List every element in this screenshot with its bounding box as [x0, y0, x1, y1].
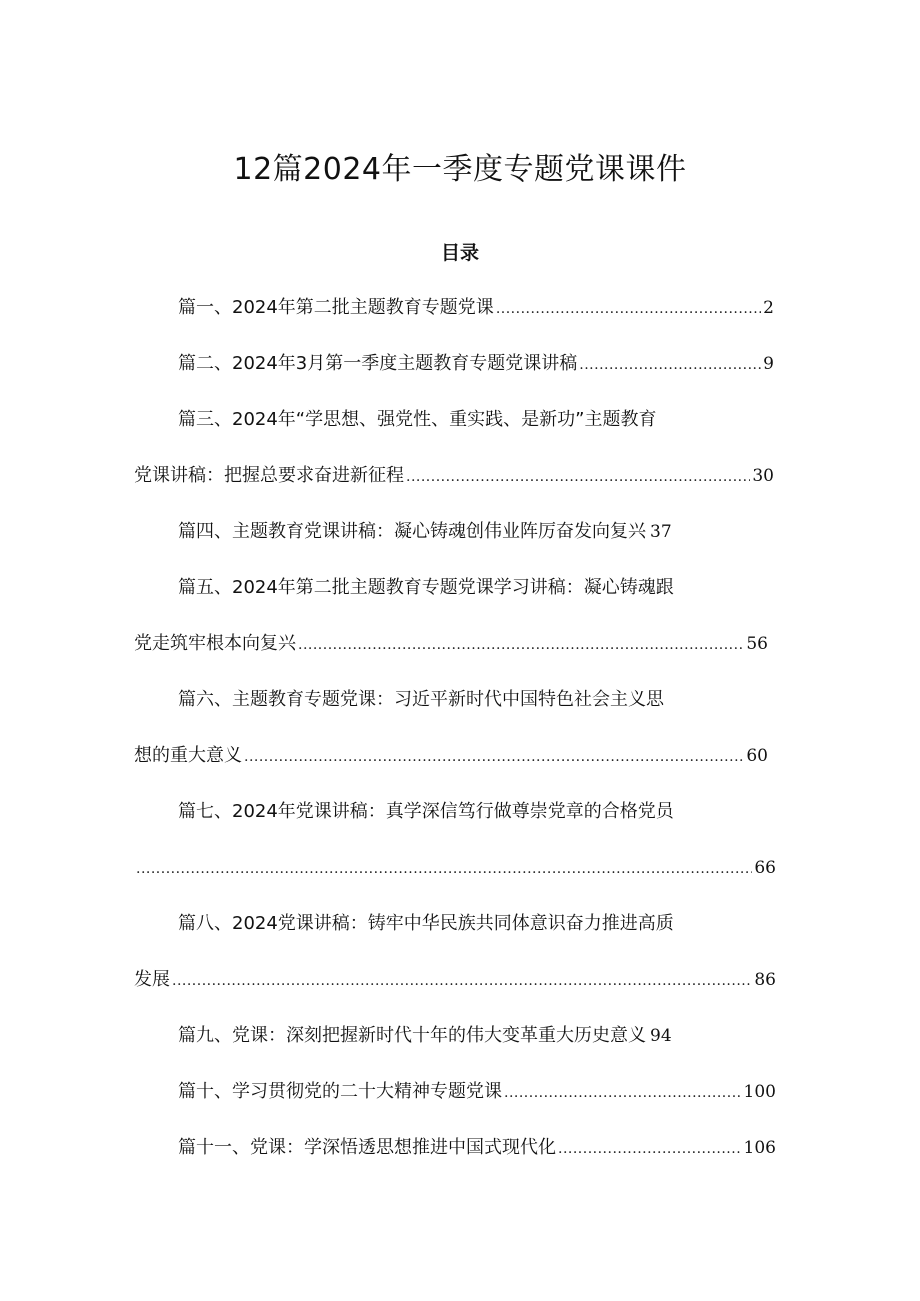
toc-entry-6-continued[interactable]	[134, 742, 768, 771]
toc-entry-title: 篇六、主题教育专题党课：习近平新时代中国特色社会主义思	[178, 689, 664, 710]
toc-entry-title: 篇二、2024年3月第一季度主题教育专题党课讲稿	[178, 353, 578, 374]
toc-leader-dots	[298, 631, 744, 659]
toc-entry-title: 篇一、2024年第二批主题教育专题党课	[178, 297, 494, 318]
toc-page-number: 66	[754, 858, 776, 878]
toc-page-number: 60	[746, 746, 768, 766]
toc-page-number: 56	[746, 634, 768, 654]
toc-entry-10[interactable]	[178, 1078, 776, 1107]
toc-entry-title-cont: 党课讲稿：把握总要求奋进新征程	[134, 465, 404, 486]
toc-leader-dots	[558, 1135, 742, 1163]
toc-page-number: 100	[743, 1082, 776, 1102]
toc-page-number: 86	[754, 970, 776, 990]
toc-entry-7[interactable]	[178, 798, 738, 826]
toc-entry-4[interactable]	[178, 518, 778, 546]
document-title: 12篇2024年一季度专题党课课件	[233, 152, 687, 187]
toc-entry-8-continued[interactable]	[134, 966, 776, 995]
toc-entry-5[interactable]	[178, 574, 738, 602]
toc-entry-title: 篇七、2024年党课讲稿：真学深信笃行做尊崇党章的合格党员	[178, 801, 674, 822]
toc-leader-dots	[136, 855, 752, 883]
toc-leader-dots	[504, 1079, 742, 1107]
toc-entry-9[interactable]	[178, 1022, 778, 1050]
toc-entry-3-continued[interactable]	[134, 462, 774, 491]
toc-page-number: 106	[743, 1138, 776, 1158]
toc-entry-title: 篇四、主题教育党课讲稿：凝心铸魂创伟业阵厉奋发向复兴	[178, 521, 646, 542]
toc-entry-3[interactable]	[178, 406, 738, 434]
toc-leader-dots	[172, 967, 752, 995]
toc-page-number: 9	[763, 354, 774, 374]
toc-entry-1[interactable]	[178, 294, 774, 323]
toc-entry-title: 篇八、2024党课讲稿：铸牢中华民族共同体意识奋力推进高质	[178, 913, 674, 934]
toc-entry-title: 篇十一、党课：学深悟透思想推进中国式现代化	[178, 1137, 556, 1158]
toc-entry-title: 篇九、党课：深刻把握新时代十年的伟大变革重大历史意义	[178, 1025, 646, 1046]
toc-page-number: 2	[763, 298, 774, 318]
toc-entry-8[interactable]	[178, 910, 738, 938]
toc-entry-2[interactable]	[178, 350, 774, 379]
toc-leader-dots	[496, 295, 761, 323]
toc-heading: 目录	[440, 242, 479, 264]
toc-entry-5-continued[interactable]	[134, 630, 768, 659]
toc-leader-dots	[406, 463, 750, 491]
toc-entry-title-cont: 想的重大意义	[134, 745, 242, 766]
toc-entry-title-cont: 发展	[134, 969, 170, 990]
toc-entry-11[interactable]	[178, 1134, 776, 1163]
toc-page-number: 37	[650, 522, 672, 542]
toc-entry-title: 篇三、2024年“学思想、强党性、重实践、是新功”主题教育	[178, 409, 657, 430]
toc-entry-title: 篇五、2024年第二批主题教育专题党课学习讲稿：凝心铸魂跟	[178, 577, 674, 598]
toc-entry-title: 篇十、学习贯彻党的二十大精神专题党课	[178, 1081, 502, 1102]
toc-leader-dots	[579, 351, 761, 379]
toc-page-number: 30	[752, 466, 774, 486]
toc-entry-6[interactable]	[178, 686, 738, 714]
toc-entry-7-continued[interactable]	[134, 854, 776, 883]
toc-leader-dots	[244, 743, 744, 771]
toc-entry-title-cont: 党走筑牢根本向复兴	[134, 633, 296, 654]
toc-page-number: 94	[650, 1026, 672, 1046]
